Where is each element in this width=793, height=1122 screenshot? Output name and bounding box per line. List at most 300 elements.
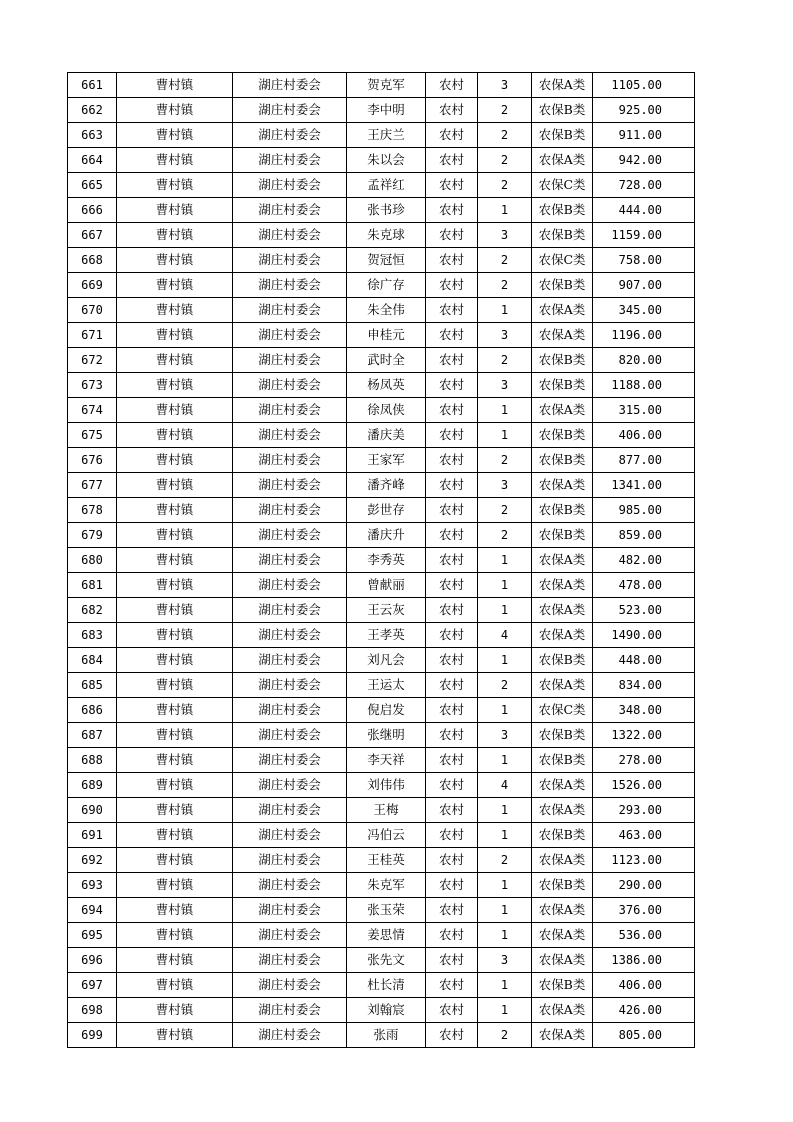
insurance-category-cell: 农保B类: [532, 523, 593, 548]
insurance-category-cell: 农保A类: [532, 598, 593, 623]
insurance-category-cell: 农保B类: [532, 448, 593, 473]
name-cell: 王孝英: [347, 623, 426, 648]
table-row: [68, 648, 695, 673]
town-cell: 曹村镇: [117, 798, 233, 823]
name-cell: 冯伯云: [347, 823, 426, 848]
serial-number-cell: 688: [68, 748, 117, 773]
household-type-cell: 农村: [426, 898, 478, 923]
town-cell: 曹村镇: [117, 373, 233, 398]
table-row: [68, 98, 695, 123]
table-row: [68, 398, 695, 423]
household-type-cell: 农村: [426, 123, 478, 148]
member-count-cell: 2: [478, 448, 532, 473]
town-cell: 曹村镇: [117, 98, 233, 123]
member-count-cell: 2: [478, 673, 532, 698]
table-row: [68, 448, 695, 473]
insurance-category-cell: 农保A类: [532, 948, 593, 973]
town-cell: 曹村镇: [117, 823, 233, 848]
amount-cell: 728.00: [593, 173, 695, 198]
member-count-cell: 1: [478, 198, 532, 223]
village-committee-cell: 湖庄村委会: [233, 373, 347, 398]
member-count-cell: 3: [478, 73, 532, 98]
insurance-category-cell: 农保C类: [532, 173, 593, 198]
serial-number-cell: 661: [68, 73, 117, 98]
member-count-cell: 3: [478, 223, 532, 248]
household-type-cell: 农村: [426, 448, 478, 473]
serial-number-cell: 665: [68, 173, 117, 198]
serial-number-cell: 685: [68, 673, 117, 698]
town-cell: 曹村镇: [117, 448, 233, 473]
name-cell: 杨凤英: [347, 373, 426, 398]
amount-cell: 444.00: [593, 198, 695, 223]
member-count-cell: 2: [478, 173, 532, 198]
table-row: [68, 773, 695, 798]
table-row: [68, 323, 695, 348]
insurance-category-cell: 农保B类: [532, 498, 593, 523]
household-type-cell: 农村: [426, 673, 478, 698]
town-cell: 曹村镇: [117, 998, 233, 1023]
insurance-category-cell: 农保B类: [532, 373, 593, 398]
table-row: [68, 823, 695, 848]
name-cell: 武时全: [347, 348, 426, 373]
insurance-category-cell: 农保B类: [532, 123, 593, 148]
amount-cell: 523.00: [593, 598, 695, 623]
name-cell: 姜思情: [347, 923, 426, 948]
table-row: [68, 548, 695, 573]
household-type-cell: 农村: [426, 573, 478, 598]
insurance-category-cell: 农保B类: [532, 973, 593, 998]
table-row: [68, 148, 695, 173]
member-count-cell: 3: [478, 323, 532, 348]
amount-cell: 376.00: [593, 898, 695, 923]
name-cell: 张继明: [347, 723, 426, 748]
amount-cell: 1159.00: [593, 223, 695, 248]
insurance-category-cell: 农保A类: [532, 998, 593, 1023]
serial-number-cell: 669: [68, 273, 117, 298]
insurance-category-cell: 农保A类: [532, 323, 593, 348]
amount-cell: 345.00: [593, 298, 695, 323]
insurance-category-cell: 农保A类: [532, 623, 593, 648]
table-row: [68, 998, 695, 1023]
name-cell: 朱全伟: [347, 298, 426, 323]
village-committee-cell: 湖庄村委会: [233, 1023, 347, 1048]
household-type-cell: 农村: [426, 823, 478, 848]
table-row: [68, 498, 695, 523]
member-count-cell: 4: [478, 773, 532, 798]
name-cell: 潘庆美: [347, 423, 426, 448]
serial-number-cell: 678: [68, 498, 117, 523]
serial-number-cell: 687: [68, 723, 117, 748]
town-cell: 曹村镇: [117, 723, 233, 748]
household-type-cell: 农村: [426, 348, 478, 373]
town-cell: 曹村镇: [117, 173, 233, 198]
name-cell: 刘伟伟: [347, 773, 426, 798]
amount-cell: 985.00: [593, 498, 695, 523]
household-type-cell: 农村: [426, 723, 478, 748]
serial-number-cell: 674: [68, 398, 117, 423]
member-count-cell: 1: [478, 923, 532, 948]
amount-cell: 278.00: [593, 748, 695, 773]
town-cell: 曹村镇: [117, 398, 233, 423]
name-cell: 申桂元: [347, 323, 426, 348]
insurance-category-cell: 农保A类: [532, 473, 593, 498]
name-cell: 贺克军: [347, 73, 426, 98]
serial-number-cell: 697: [68, 973, 117, 998]
table-row: [68, 923, 695, 948]
village-committee-cell: 湖庄村委会: [233, 948, 347, 973]
name-cell: 李中明: [347, 98, 426, 123]
household-type-cell: 农村: [426, 773, 478, 798]
amount-cell: 1196.00: [593, 323, 695, 348]
amount-cell: 911.00: [593, 123, 695, 148]
household-type-cell: 农村: [426, 698, 478, 723]
amount-cell: 859.00: [593, 523, 695, 548]
amount-cell: 406.00: [593, 423, 695, 448]
name-cell: 王运太: [347, 673, 426, 698]
town-cell: 曹村镇: [117, 423, 233, 448]
amount-cell: 1105.00: [593, 73, 695, 98]
town-cell: 曹村镇: [117, 948, 233, 973]
insurance-category-cell: 农保A类: [532, 548, 593, 573]
household-type-cell: 农村: [426, 98, 478, 123]
serial-number-cell: 671: [68, 323, 117, 348]
table-row: [68, 723, 695, 748]
town-cell: 曹村镇: [117, 73, 233, 98]
member-count-cell: 3: [478, 723, 532, 748]
amount-cell: 426.00: [593, 998, 695, 1023]
amount-cell: 942.00: [593, 148, 695, 173]
town-cell: 曹村镇: [117, 573, 233, 598]
household-type-cell: 农村: [426, 73, 478, 98]
serial-number-cell: 676: [68, 448, 117, 473]
household-type-cell: 农村: [426, 423, 478, 448]
insurance-category-cell: 农保A类: [532, 1023, 593, 1048]
household-type-cell: 农村: [426, 398, 478, 423]
town-cell: 曹村镇: [117, 673, 233, 698]
name-cell: 潘庆升: [347, 523, 426, 548]
village-committee-cell: 湖庄村委会: [233, 323, 347, 348]
serial-number-cell: 699: [68, 1023, 117, 1048]
household-type-cell: 农村: [426, 873, 478, 898]
table-row: [68, 898, 695, 923]
table-row: [68, 1023, 695, 1048]
village-committee-cell: 湖庄村委会: [233, 973, 347, 998]
name-cell: 朱以会: [347, 148, 426, 173]
village-committee-cell: 湖庄村委会: [233, 423, 347, 448]
insurance-category-cell: 农保B类: [532, 423, 593, 448]
town-cell: 曹村镇: [117, 248, 233, 273]
name-cell: 潘齐峰: [347, 473, 426, 498]
member-count-cell: 1: [478, 798, 532, 823]
table-row: [68, 248, 695, 273]
member-count-cell: 1: [478, 898, 532, 923]
name-cell: 徐凤侠: [347, 398, 426, 423]
member-count-cell: 2: [478, 123, 532, 148]
household-type-cell: 农村: [426, 473, 478, 498]
insurance-category-cell: 农保A类: [532, 898, 593, 923]
amount-cell: 448.00: [593, 648, 695, 673]
village-committee-cell: 湖庄村委会: [233, 498, 347, 523]
household-type-cell: 农村: [426, 223, 478, 248]
town-cell: 曹村镇: [117, 223, 233, 248]
name-cell: 王家军: [347, 448, 426, 473]
village-committee-cell: 湖庄村委会: [233, 98, 347, 123]
member-count-cell: 1: [478, 823, 532, 848]
name-cell: 刘凡会: [347, 648, 426, 673]
member-count-cell: 2: [478, 523, 532, 548]
town-cell: 曹村镇: [117, 848, 233, 873]
member-count-cell: 2: [478, 98, 532, 123]
village-committee-cell: 湖庄村委会: [233, 298, 347, 323]
household-type-cell: 农村: [426, 848, 478, 873]
amount-cell: 536.00: [593, 923, 695, 948]
table-row: [68, 473, 695, 498]
serial-number-cell: 696: [68, 948, 117, 973]
table-row: [68, 523, 695, 548]
town-cell: 曹村镇: [117, 623, 233, 648]
serial-number-cell: 677: [68, 473, 117, 498]
village-committee-cell: 湖庄村委会: [233, 698, 347, 723]
village-committee-cell: 湖庄村委会: [233, 823, 347, 848]
village-committee-cell: 湖庄村委会: [233, 148, 347, 173]
serial-number-cell: 664: [68, 148, 117, 173]
household-type-cell: 农村: [426, 298, 478, 323]
town-cell: 曹村镇: [117, 923, 233, 948]
household-type-cell: 农村: [426, 248, 478, 273]
household-type-cell: 农村: [426, 148, 478, 173]
town-cell: 曹村镇: [117, 873, 233, 898]
serial-number-cell: 675: [68, 423, 117, 448]
village-committee-cell: 湖庄村委会: [233, 273, 347, 298]
amount-cell: 1490.00: [593, 623, 695, 648]
insurance-category-cell: 农保B类: [532, 823, 593, 848]
village-committee-cell: 湖庄村委会: [233, 448, 347, 473]
town-cell: 曹村镇: [117, 323, 233, 348]
member-count-cell: 1: [478, 423, 532, 448]
town-cell: 曹村镇: [117, 773, 233, 798]
amount-cell: 834.00: [593, 673, 695, 698]
town-cell: 曹村镇: [117, 598, 233, 623]
table-row: [68, 948, 695, 973]
table-row: [68, 873, 695, 898]
member-count-cell: 1: [478, 648, 532, 673]
member-count-cell: 2: [478, 348, 532, 373]
amount-cell: 478.00: [593, 573, 695, 598]
village-committee-cell: 湖庄村委会: [233, 798, 347, 823]
insurance-category-cell: 农保A类: [532, 298, 593, 323]
household-type-cell: 农村: [426, 523, 478, 548]
insurance-category-cell: 农保B类: [532, 648, 593, 673]
insurance-category-cell: 农保B类: [532, 223, 593, 248]
member-count-cell: 1: [478, 873, 532, 898]
table-row: [68, 373, 695, 398]
amount-cell: 1322.00: [593, 723, 695, 748]
village-committee-cell: 湖庄村委会: [233, 548, 347, 573]
household-type-cell: 农村: [426, 623, 478, 648]
serial-number-cell: 690: [68, 798, 117, 823]
table-row: [68, 573, 695, 598]
village-committee-cell: 湖庄村委会: [233, 73, 347, 98]
town-cell: 曹村镇: [117, 698, 233, 723]
records-table: [67, 72, 695, 1048]
serial-number-cell: 679: [68, 523, 117, 548]
village-committee-cell: 湖庄村委会: [233, 873, 347, 898]
amount-cell: 463.00: [593, 823, 695, 848]
table-row: [68, 748, 695, 773]
member-count-cell: 2: [478, 498, 532, 523]
amount-cell: 805.00: [593, 1023, 695, 1048]
serial-number-cell: 686: [68, 698, 117, 723]
name-cell: 王云灰: [347, 598, 426, 623]
village-committee-cell: 湖庄村委会: [233, 648, 347, 673]
member-count-cell: 1: [478, 998, 532, 1023]
member-count-cell: 2: [478, 848, 532, 873]
insurance-category-cell: 农保A类: [532, 398, 593, 423]
name-cell: 刘翰宸: [347, 998, 426, 1023]
name-cell: 张书珍: [347, 198, 426, 223]
serial-number-cell: 691: [68, 823, 117, 848]
household-type-cell: 农村: [426, 598, 478, 623]
insurance-category-cell: 农保A类: [532, 148, 593, 173]
amount-cell: 315.00: [593, 398, 695, 423]
insurance-category-cell: 农保C类: [532, 698, 593, 723]
village-committee-cell: 湖庄村委会: [233, 198, 347, 223]
serial-number-cell: 693: [68, 873, 117, 898]
village-committee-cell: 湖庄村委会: [233, 123, 347, 148]
insurance-category-cell: 农保B类: [532, 273, 593, 298]
village-committee-cell: 湖庄村委会: [233, 998, 347, 1023]
serial-number-cell: 662: [68, 98, 117, 123]
town-cell: 曹村镇: [117, 473, 233, 498]
insurance-category-cell: 农保A类: [532, 673, 593, 698]
village-committee-cell: 湖庄村委会: [233, 523, 347, 548]
name-cell: 朱克球: [347, 223, 426, 248]
serial-number-cell: 666: [68, 198, 117, 223]
household-type-cell: 农村: [426, 648, 478, 673]
name-cell: 张玉荣: [347, 898, 426, 923]
amount-cell: 925.00: [593, 98, 695, 123]
household-type-cell: 农村: [426, 948, 478, 973]
village-committee-cell: 湖庄村委会: [233, 923, 347, 948]
table-body: [68, 73, 695, 1048]
amount-cell: 290.00: [593, 873, 695, 898]
village-committee-cell: 湖庄村委会: [233, 223, 347, 248]
member-count-cell: 1: [478, 298, 532, 323]
household-type-cell: 农村: [426, 1023, 478, 1048]
town-cell: 曹村镇: [117, 498, 233, 523]
insurance-category-cell: 农保A类: [532, 923, 593, 948]
insurance-category-cell: 农保A类: [532, 573, 593, 598]
table-row: [68, 348, 695, 373]
village-committee-cell: 湖庄村委会: [233, 748, 347, 773]
amount-cell: 1123.00: [593, 848, 695, 873]
household-type-cell: 农村: [426, 173, 478, 198]
town-cell: 曹村镇: [117, 523, 233, 548]
insurance-category-cell: 农保A类: [532, 798, 593, 823]
serial-number-cell: 668: [68, 248, 117, 273]
amount-cell: 406.00: [593, 973, 695, 998]
name-cell: 彭世存: [347, 498, 426, 523]
table-row: [68, 598, 695, 623]
table-row: [68, 698, 695, 723]
amount-cell: 293.00: [593, 798, 695, 823]
town-cell: 曹村镇: [117, 298, 233, 323]
insurance-category-cell: 农保A类: [532, 848, 593, 873]
table-row: [68, 173, 695, 198]
village-committee-cell: 湖庄村委会: [233, 623, 347, 648]
name-cell: 王庆兰: [347, 123, 426, 148]
serial-number-cell: 667: [68, 223, 117, 248]
serial-number-cell: 663: [68, 123, 117, 148]
table-row: [68, 198, 695, 223]
table-row: [68, 73, 695, 98]
name-cell: 李秀英: [347, 548, 426, 573]
amount-cell: 348.00: [593, 698, 695, 723]
town-cell: 曹村镇: [117, 1023, 233, 1048]
village-committee-cell: 湖庄村委会: [233, 473, 347, 498]
serial-number-cell: 683: [68, 623, 117, 648]
town-cell: 曹村镇: [117, 973, 233, 998]
serial-number-cell: 670: [68, 298, 117, 323]
member-count-cell: 4: [478, 623, 532, 648]
name-cell: 王桂英: [347, 848, 426, 873]
village-committee-cell: 湖庄村委会: [233, 723, 347, 748]
insurance-category-cell: 农保B类: [532, 98, 593, 123]
insurance-category-cell: 农保B类: [532, 873, 593, 898]
insurance-category-cell: 农保A类: [532, 73, 593, 98]
insurance-category-cell: 农保C类: [532, 248, 593, 273]
table-row: [68, 273, 695, 298]
name-cell: 李天祥: [347, 748, 426, 773]
amount-cell: 1188.00: [593, 373, 695, 398]
serial-number-cell: 694: [68, 898, 117, 923]
table-row: [68, 623, 695, 648]
town-cell: 曹村镇: [117, 348, 233, 373]
member-count-cell: 3: [478, 373, 532, 398]
serial-number-cell: 698: [68, 998, 117, 1023]
village-committee-cell: 湖庄村委会: [233, 848, 347, 873]
table-row: [68, 123, 695, 148]
town-cell: 曹村镇: [117, 898, 233, 923]
village-committee-cell: 湖庄村委会: [233, 173, 347, 198]
serial-number-cell: 695: [68, 923, 117, 948]
name-cell: 倪启发: [347, 698, 426, 723]
insurance-category-cell: 农保B类: [532, 198, 593, 223]
member-count-cell: 3: [478, 473, 532, 498]
serial-number-cell: 673: [68, 373, 117, 398]
member-count-cell: 1: [478, 573, 532, 598]
household-type-cell: 农村: [426, 373, 478, 398]
town-cell: 曹村镇: [117, 273, 233, 298]
town-cell: 曹村镇: [117, 123, 233, 148]
household-type-cell: 农村: [426, 973, 478, 998]
table-row: [68, 798, 695, 823]
member-count-cell: 1: [478, 973, 532, 998]
village-committee-cell: 湖庄村委会: [233, 398, 347, 423]
name-cell: 孟祥红: [347, 173, 426, 198]
insurance-category-cell: 农保B类: [532, 748, 593, 773]
name-cell: 朱克军: [347, 873, 426, 898]
name-cell: 杜长清: [347, 973, 426, 998]
town-cell: 曹村镇: [117, 648, 233, 673]
table-row: [68, 298, 695, 323]
town-cell: 曹村镇: [117, 548, 233, 573]
household-type-cell: 农村: [426, 323, 478, 348]
member-count-cell: 2: [478, 148, 532, 173]
town-cell: 曹村镇: [117, 148, 233, 173]
amount-cell: 1526.00: [593, 773, 695, 798]
amount-cell: 758.00: [593, 248, 695, 273]
